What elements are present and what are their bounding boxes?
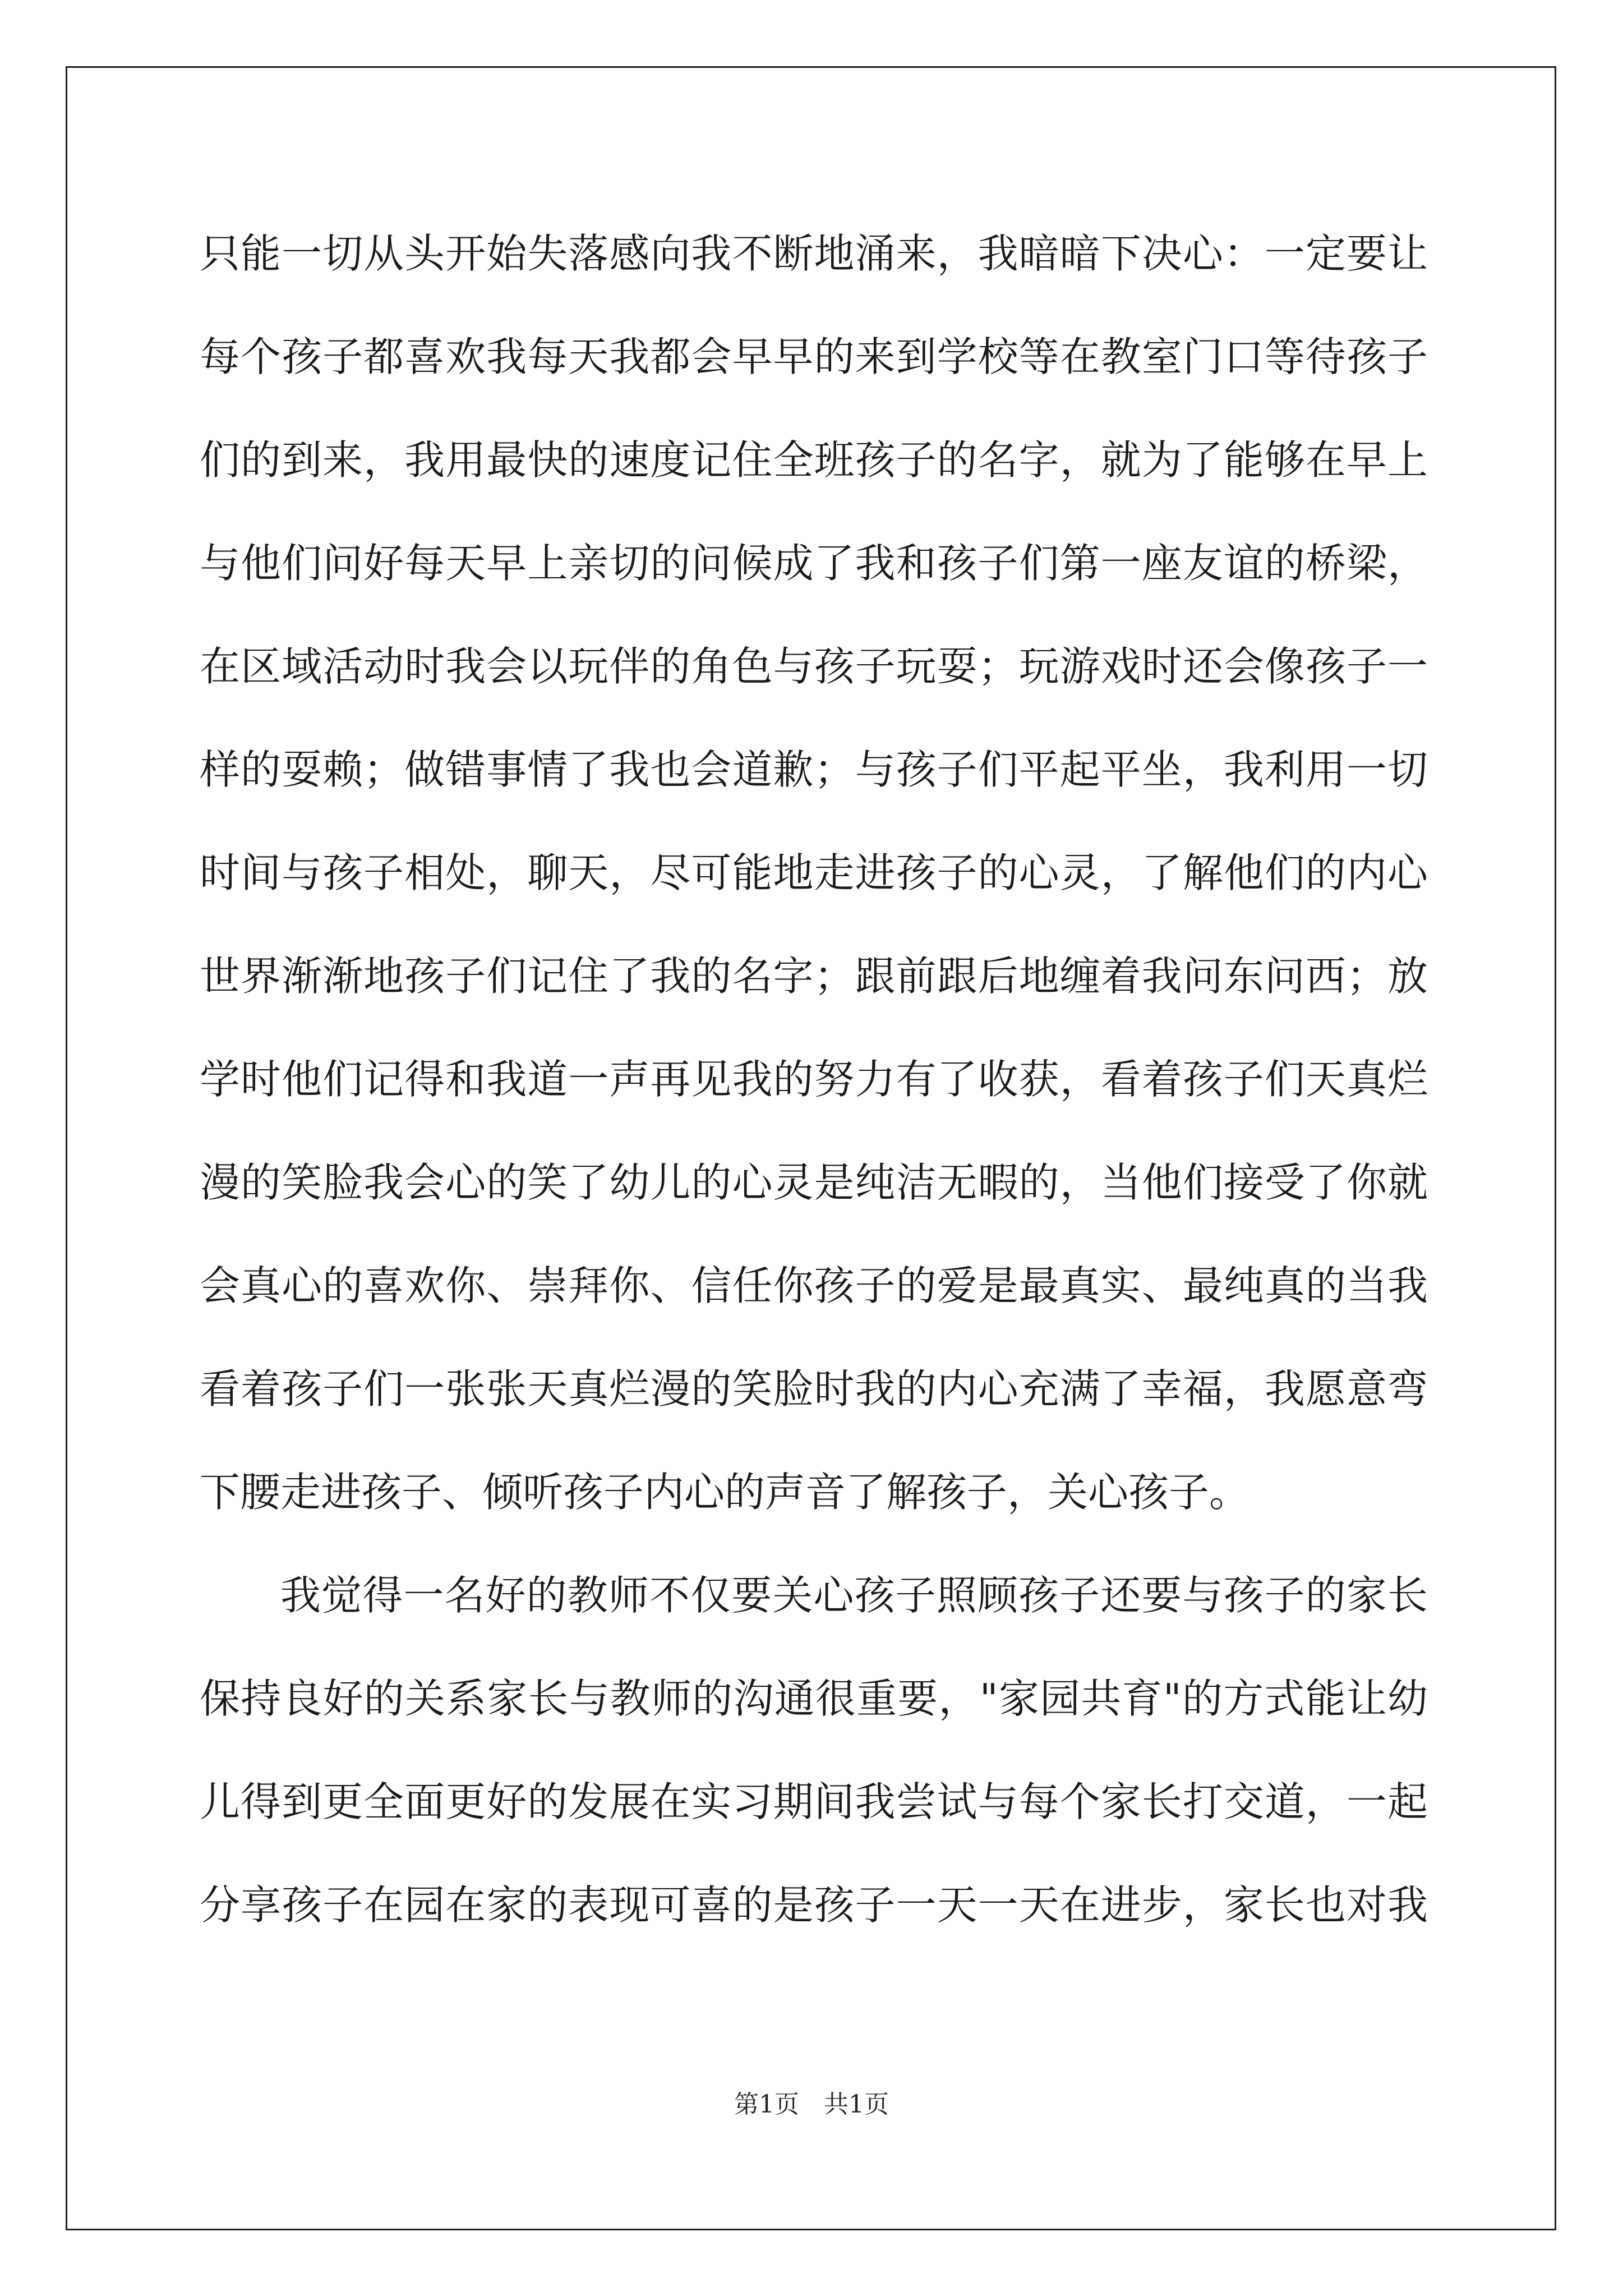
text-line: 儿得到更全面更好的发展在实习期间我尝试与每个家长打交道，一起 xyxy=(200,1778,1428,1825)
paragraph-2 xyxy=(200,1544,1428,1957)
text-line: 世界渐渐地孩子们记住了我的名字；跟前跟后地缠着我问东问西；放 xyxy=(200,953,1428,1000)
text-line: 分享孩子在园在家的表现可喜的是孩子一天一天在进步，家长也对我 xyxy=(200,1881,1428,1929)
page-footer: 第1页 共1页 xyxy=(734,2090,889,2119)
text-line: 每个孩子都喜欢我每天我都会早早的来到学校等在教室门口等待孩子 xyxy=(200,333,1428,380)
paragraph-1 xyxy=(200,202,1428,1544)
text-line: 学时他们记得和我道一声再见我的努力有了收获，看着孩子们天真烂 xyxy=(200,1056,1428,1103)
text-line: 保持良好的关系家长与教师的沟通很重要，"家园共育"的方式能让幼 xyxy=(200,1675,1428,1722)
text-line: 看着孩子们一张张天真烂漫的笑脸时我的内心充满了幸福，我愿意弯 xyxy=(200,1365,1428,1412)
text-line: 与他们问好每天早上亲切的问候成了我和孩子们第一座友谊的桥梁， xyxy=(200,540,1428,587)
text-line: 们的到来，我用最快的速度记住全班孩子的名字，就为了能够在早上 xyxy=(200,436,1428,484)
text-line: 漫的笑脸我会心的笑了幼儿的心灵是纯洁无暇的，当他们接受了你就 xyxy=(200,1159,1428,1206)
text-line: 下腰走进孩子、倾听孩子内心的声音了解孩子，关心孩子。 xyxy=(200,1469,1250,1516)
document-body xyxy=(200,202,1428,1957)
text-line: 会真心的喜欢你、崇拜你、信任你孩子的爱是最真实、最纯真的当我 xyxy=(200,1262,1428,1309)
text-line: 我觉得一名好的教师不仅要关心孩子照顾孩子还要与孩子的家长 xyxy=(280,1572,1428,1619)
text-line: 样的耍赖；做错事情了我也会道歉；与孩子们平起平坐，我利用一切 xyxy=(200,746,1428,793)
text-line: 时间与孩子相处，聊天，尽可能地走进孩子的心灵，了解他们的内心 xyxy=(200,849,1428,896)
text-line: 只能一切从头开始失落感向我不断地涌来，我暗暗下决心：一定要让 xyxy=(200,230,1428,277)
text-line: 在区域活动时我会以玩伴的角色与孩子玩耍；玩游戏时还会像孩子一 xyxy=(200,643,1428,690)
